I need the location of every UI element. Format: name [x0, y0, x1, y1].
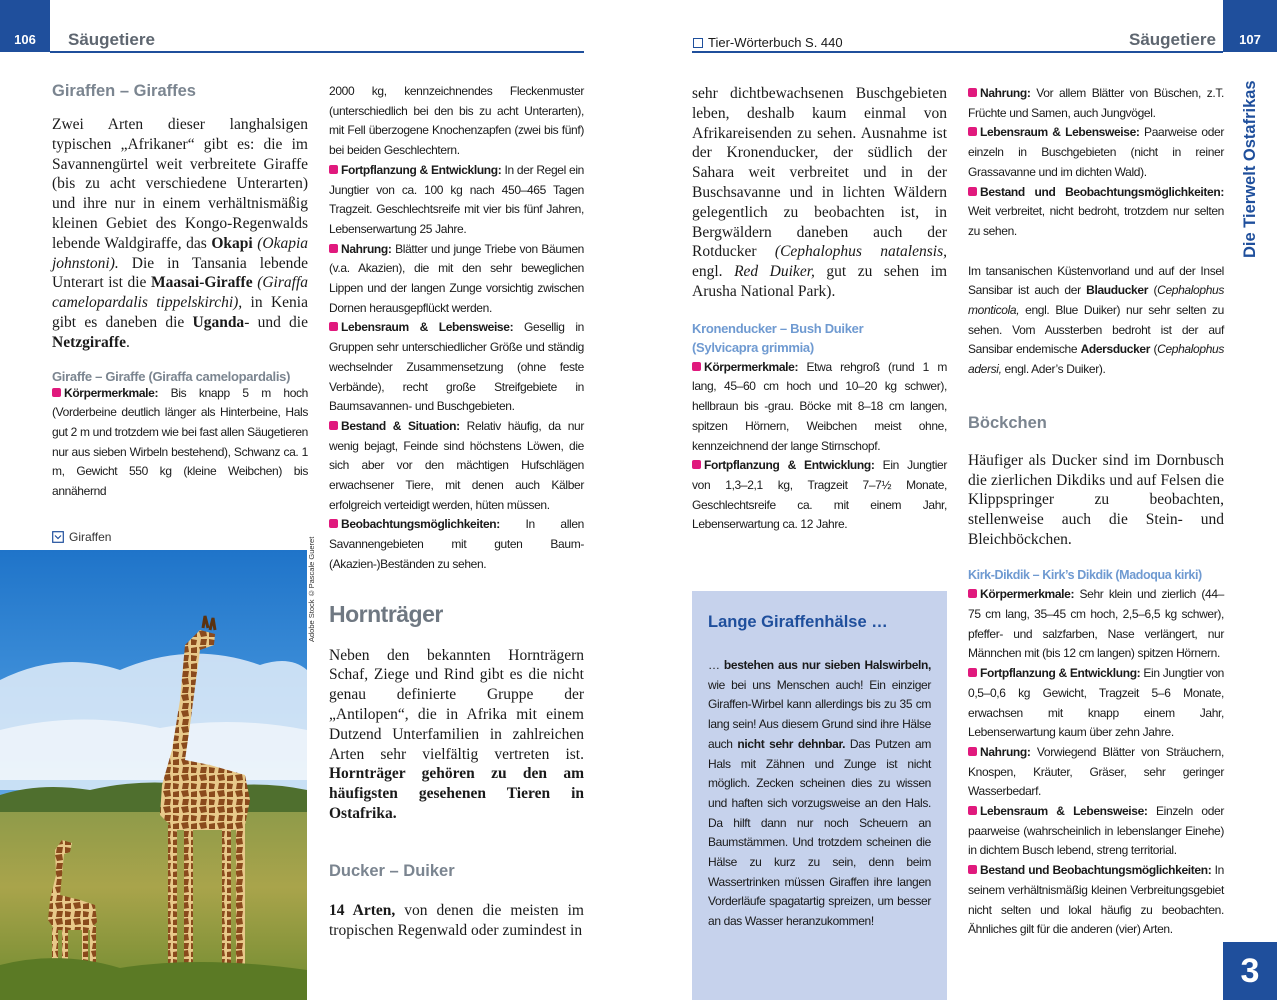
kirk-lebensraum: Lebensraum & Lebensweise: Einzeln oder paarweise (wahrscheinlich in lebenslanger Einehe) in dichtem Busch lebend, streng territorial. — [968, 804, 1225, 858]
kronenducker-beobachtung: Bestand und Beobachtungsmöglichkeiten: Weit verbreitet, nicht bedroht, trotzdem nur selten zu sehen. — [968, 184, 1224, 238]
giraffe-fortpflanzung: Fortpflanzung & Entwicklung: In der Regel ein Jungtier von ca. 100 kg nach 450–465 Tagen Tragzeit. Geschlechtsreife mit vier bis fünf Jahren, Lebenserwartung 25 Jahre. — [329, 162, 584, 236]
kronenducker-heading: Kronenducker – Bush Duiker — [692, 320, 864, 336]
bullet-icon — [968, 187, 977, 196]
kirk-nahrung: Nahrung: Vorwiegend Blätter von Sträuchern, Knospen, Kräuter, Gräser, sehr geringer Wasserbedarf. — [968, 744, 1224, 799]
giraffe-image — [0, 550, 307, 1000]
bullet-icon — [329, 322, 338, 331]
giraffe-koerper-cont: 2000 kg, kennzeichnendes Fleckenmuster (unterschiedlich bei den bis zu acht Unterarten), mit Fell überzogene Knochenzapfen (zwei bis fünf) bei beiden Geschlechtern. — [329, 84, 584, 158]
info-box-title: Lange Giraffenhälse … — [708, 613, 888, 631]
info-box-giraffenhaelse — [692, 591, 947, 1000]
bullet-icon — [968, 806, 977, 815]
giraffe-nahrung: Nahrung: Blätter und junge Triebe von Bäumen (v.a. Akazien), die mit den sehr beweglichen Lippen und der langen Zunge vorsichtig zwischen Dornen herausgepflückt werden. — [329, 241, 584, 315]
running-head-right: Säugetiere — [1129, 30, 1216, 49]
map-icon — [52, 531, 64, 543]
right-col-1 — [692, 84, 947, 535]
kronenducker-nahrung: Nahrung: Vor allem Blätter von Büschen, z.T. Früchte und Samen, auch Jungvögel. — [968, 86, 1224, 120]
horntraeger-heading: Hornträger — [329, 600, 443, 627]
bullet-icon — [968, 88, 977, 97]
running-head-left: Säugetiere — [68, 30, 155, 49]
giraffen-intro: Zwei Arten dieser langhalsigen typischen „Afrikaner“ gibt es: die im Savannengürtel weit verbreitete Giraffe (bis zu acht verschiedene Unterarten) und ihre nur in einem verhältnismäßig kleinen Gebiet des Kongo-Regenwalds lebende Waldgiraffe, das Okapi (Okapia johnstoni). Die in Tansania lebende Unterart ist die Maasai-Giraffe (Giraffa camelopardalis tippelskirchi), in Kenia gibt es daneben die Uganda- und die Netzgiraffe. — [52, 116, 309, 351]
info-box-text: … bestehen aus nur sieben Halswirbeln, wie bei uns Menschen auch! Ein einziger Giraffen-Wirbel kann allerdings bis zu 35 cm lang sein! Aus diesem Grund sind ihre Hälse auch nicht sehr dehnbar. Das Putzen am Hals mit Zähnen und Zunge ist nicht möglich. Zecken scheinen dies zu wissen und haften sich vorzugsweise an den Hals. Da hilft dann nur noch Scheuern an Baumstämmen. Und trotzdem scheinen die Hälse zu kurz zu sein, denn beim Wassertrinken müssen Giraffen ihre langen Vorderläufe spagatartig spreizen, um besser an das Wasser heranzukommen! — [708, 658, 931, 929]
ducker-text-cont: sehr dichtbewachsenen Buschgebieten leben, deshalb kaum einmal von Afrikareisenden zu sehen. Ausnahme ist der Kronenducker, der südlich der Sahara weit verbreitet und in der Buschsavanne und in lichten Wäldern gelegentlich zu beobachten ist, in Bergwäldern daneben auch der Rotducker (Cephalophus natalensis, engl. Red Duiker, gut zu sehen im Arusha National Park). — [692, 85, 948, 300]
bullet-icon — [329, 244, 338, 253]
ducker-heading: Ducker – Duiker — [329, 861, 455, 880]
photo-credit: Adobe Stock ©Pascale Gueret — [307, 536, 316, 642]
kirk-fortpflanzung: Fortpflanzung & Entwicklung: Ein Jungtier von 0,5–0,6 kg Gewicht, Tragzeit 5–6 Monate, erwachsen mit knapp einem Jahr, Lebenserwartung kaum über zehn Jahre. — [968, 666, 1225, 740]
right-page — [657, 0, 1277, 1000]
left-col-1 — [52, 82, 308, 544]
kirk-dikdik-heading: Kirk-Dikdik – Kirk’s Dikdik (Madoqua kirki) — [968, 567, 1202, 582]
bullet-icon — [329, 519, 338, 528]
woerterbuch-reference[interactable]: Tier-Wörterbuch S. 440 — [693, 35, 843, 50]
bullet-icon — [968, 865, 977, 874]
bullet-icon — [968, 668, 977, 677]
bullet-icon — [52, 388, 61, 397]
header-rule-right — [692, 51, 1223, 53]
kronenducker-lebensraum: Lebensraum & Lebensweise: Paarweise oder einzeln in Buschgebieten (nicht in reiner Grassavanne und im dichten Wald). — [968, 125, 1225, 179]
bullet-icon — [968, 589, 977, 598]
bullet-icon — [968, 747, 977, 756]
boeckchen-heading: Böckchen — [968, 413, 1047, 432]
page-number-right: 107 — [1223, 0, 1277, 52]
left-page — [0, 0, 620, 1000]
chapter-title: Die Tierwelt Ostafrikas — [1240, 80, 1259, 258]
bullet-icon — [329, 421, 338, 430]
giraffen-heading: Giraffen – Giraffes — [52, 82, 196, 100]
header-rule-left — [50, 51, 584, 53]
bullet-icon — [329, 165, 338, 174]
blauducker-text: Im tansanischen Küstenvorland und auf der Insel Sansibar ist auch der Blauducker (Cephalophus monticola, engl. Blue Duiker) nur sehr selten zu sehen. Vom Aussterben bedroht ist der auf Sansibar endemische Adersducker (Cephalophus adersi, engl. Ader’s Duiker). — [968, 263, 1224, 377]
right-col-2 — [968, 84, 1224, 940]
map-reference[interactable]: Giraffen — [52, 530, 308, 544]
kronenducker-scientific: (Sylvicapra grimmia) — [692, 340, 814, 356]
bullet-icon — [692, 460, 701, 469]
giraffe-photo — [0, 550, 307, 1000]
giraffe-beobachtung: Beobachtungsmöglichkeiten: In allen Savannengebieten mit guten Baum-(Akazien-)Beständen zu sehen. — [329, 517, 584, 571]
bullet-icon — [968, 127, 977, 136]
kirk-beobachtung: Bestand und Beobachtungsmöglichkeiten: In seinem verhältnismäßig kleinen Verbreitungsgebiet nicht selten und lokal häufig zu beobachten. Ähnliches gilt für die anderen (vier) Arten. — [968, 863, 1224, 937]
giraffe-subheading: Giraffe – Giraffe (Giraffa camelopardalis) — [52, 368, 291, 384]
square-icon — [693, 38, 703, 48]
left-col-2 — [329, 82, 584, 940]
giraffe-bestand: Bestand & Situation: Relativ häufig, da nur wenig bejagt, Feinde sind höchstens Löwen, die sich aber vor den mächtigen Hufschlägen erwachsener Tiere, mit denen auch Kälber erfolgreich verteidigt werden, hüten müssen. — [329, 418, 584, 512]
page-number-left: 106 — [0, 0, 50, 52]
horntraeger-text: Neben den bekannten Hornträgern Schaf, Ziege und Rind gibt es die nicht genau definierte Gruppe der „Antilopen“, die in Afrika mit einem Dutzend Unterfamilien in zahlreichen Arten sehr vielfältig vertreten ist. Hornträger gehören zu den am häufigsten gesehenen Tieren in Ostafrika. — [329, 646, 584, 822]
chapter-number: 3 — [1223, 942, 1277, 1000]
chapter-side-tab — [1223, 52, 1277, 942]
kronenducker-fortpflanzung: Fortpflanzung & Entwicklung: Ein Jungtier von 1,3–2,1 kg, Tragzeit 7–7½ Monate, Geschlechtsreife ca. mit einem Jahr, Lebenserwartung ca. 12 Jahre. — [692, 458, 947, 532]
boeckchen-text: Häufiger als Ducker sind im Dornbusch die zierlichen Dikdiks und auf Felsen die Klippspringer zu beobachten, stellenweise auch die Stein- und Bleichböckchen. — [968, 451, 1224, 549]
bullet-icon — [692, 362, 701, 371]
kronenducker-koerper: Körpermerkmale: Etwa rehgroß (rund 1 m lang, 45–60 cm hoch und 10–20 kg schwer), hellbraun bis -grau. Böcke mit 8–18 cm langen, spitzen Hörnern, Weibchen meist ohne, kennzeichnend der lange Stirnschopf. — [692, 359, 947, 453]
ducker-text: 14 Arten, von denen die meisten im tropischen Regenwald oder zumindest in — [329, 901, 584, 939]
giraffe-lebensraum: Lebensraum & Lebensweise: Gesellig in Gruppen sehr unterschiedlicher Größe und ständig wechselnder Zusammensetzung (ohne feste Verbände), recht große Streifgebiete in Baumsavannen- und Buschgebieten. — [329, 320, 584, 414]
kirk-koerper: Körpermerkmale: Sehr klein und zierlich (44–75 cm lang, 35–45 cm hoch, 2,5–6,5 kg schwer), pfeffer- und salzfarben, Nase verlängert, nur Männchen mit (bis 12 cm langen) spitzen Hörnern. — [968, 587, 1224, 661]
giraffe-koerper: Körpermerkmale: Bis knapp 5 m hoch (Vorderbeine deutlich länger als Hinterbeine, Hals gut 2 m und trotzdem wie bei fast allen Säugetieren nur aus sieben Wirbeln bestehend), Schwanz ca. 1 m, Gewicht 550 kg (kleine Weibchen) bis annähernd — [52, 385, 308, 499]
